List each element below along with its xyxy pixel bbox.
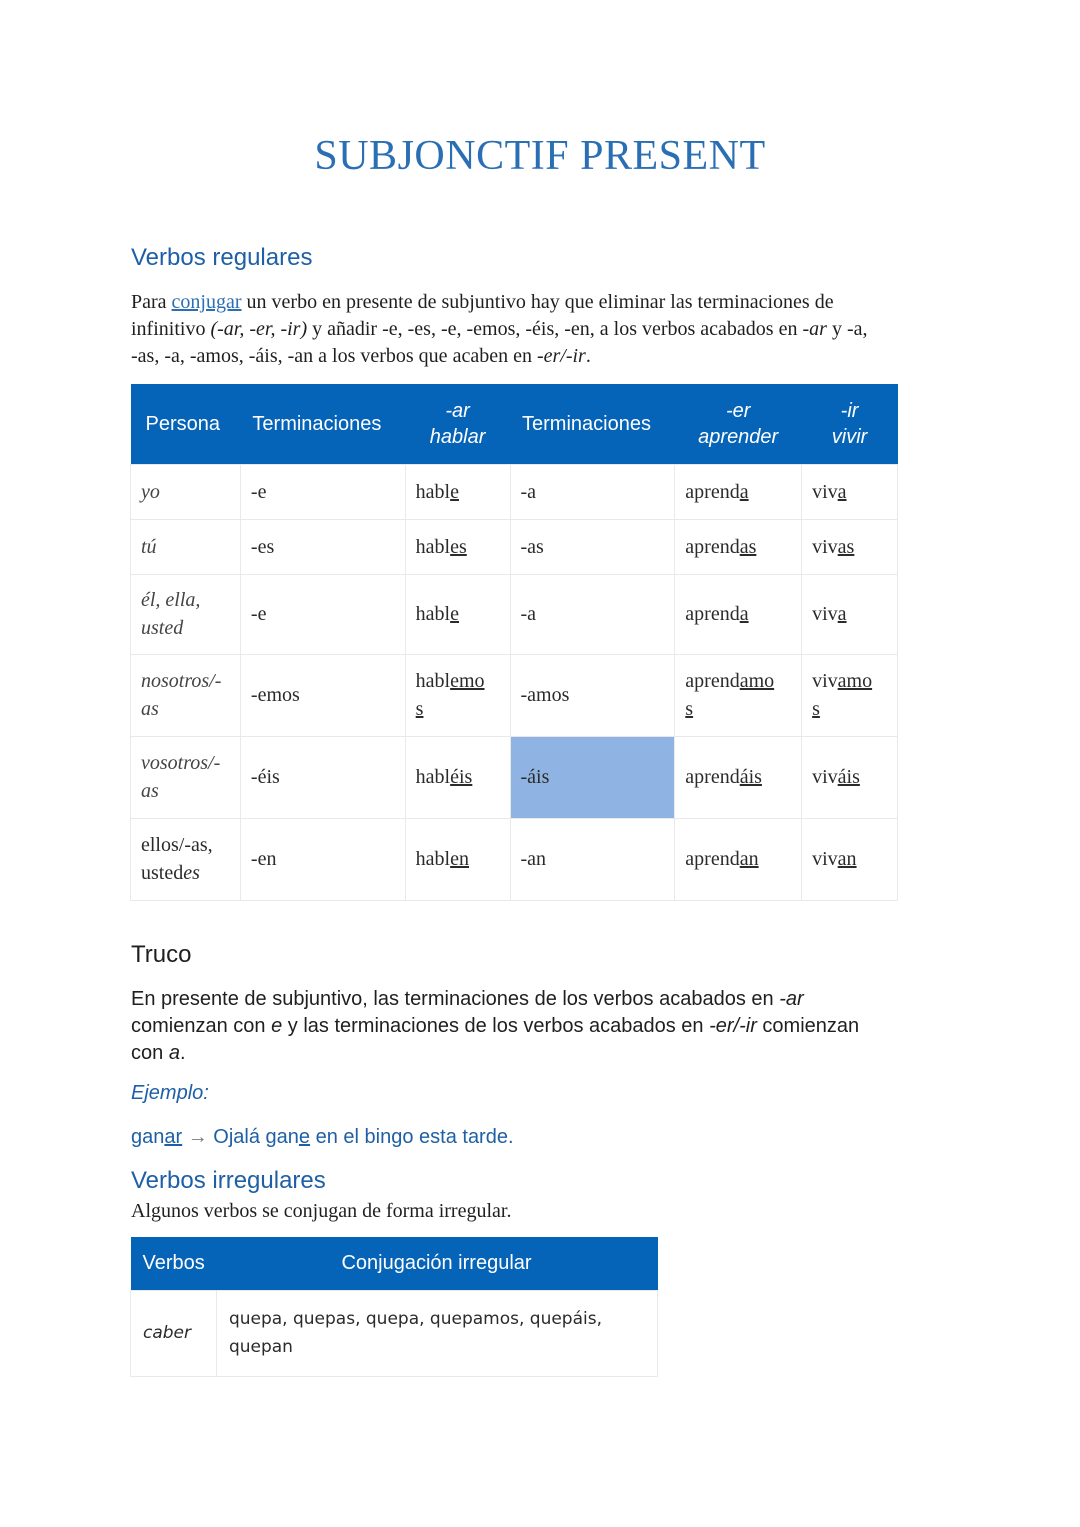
ending-ar-cell: -emos xyxy=(240,654,405,736)
ending-er-cell: -as xyxy=(510,519,675,574)
ending-ar-cell: -e xyxy=(240,574,405,654)
example-label: Ejemplo: xyxy=(131,1082,209,1104)
irregular-intro: Algunos verbos se conjugan de forma irregular. xyxy=(131,1200,512,1222)
section-heading-irregular: Verbos irregulares xyxy=(131,1167,326,1194)
ending-er-cell: -an xyxy=(510,818,675,900)
vivir-cell: viváis xyxy=(802,736,898,818)
vivir-cell: viva xyxy=(802,464,898,519)
ending-er-cell: -a xyxy=(510,464,675,519)
aprender-cell: aprenda xyxy=(675,574,802,654)
irregular-table xyxy=(130,1237,658,1377)
ending-ar-cell: -en xyxy=(240,818,405,900)
table-row xyxy=(131,654,898,736)
header-conjugacion: Conjugación irregular xyxy=(216,1237,657,1290)
hablar-cell: hablen xyxy=(405,818,510,900)
table-row xyxy=(131,736,898,818)
persona-cell: ellos/-as, ustedes xyxy=(131,818,241,900)
ending-er-cell: -a xyxy=(510,574,675,654)
aprender-cell: aprenda xyxy=(675,464,802,519)
header-verbos: Verbos xyxy=(131,1237,217,1290)
header-terminaciones-ar: Terminaciones xyxy=(240,384,405,464)
vivir-cell: vivan xyxy=(802,818,898,900)
section-heading-truco: Truco xyxy=(131,941,192,968)
verb-cell: caber xyxy=(131,1290,217,1376)
tip-text: En presente de subjuntivo, las terminaciones de los verbos acabados en -ar comienzan con e y las terminaciones de los verbos acabados en -er/-ir comienzan con a. xyxy=(131,988,860,1064)
regular-intro: Para conjugar un verbo en presente de subjuntivo hay que eliminar las terminaciones de infinitivo (-ar, -er, -ir) y añadir -e, -es, -e, -emos, -éis, -en, a los verbos acabados en -ar y -a, -as, -a, -amos, -áis, -an a los verbos que acaben en -er/-ir. xyxy=(131,291,868,367)
conjugation-table xyxy=(130,384,898,901)
table-row xyxy=(131,519,898,574)
hablar-cell: habléis xyxy=(405,736,510,818)
aprender-cell: aprendáis xyxy=(675,736,802,818)
header-persona: Persona xyxy=(131,384,241,464)
vivir-cell: vivamo s xyxy=(802,654,898,736)
ending-er-cell: -amos xyxy=(510,654,675,736)
ending-ar-cell: -éis xyxy=(240,736,405,818)
arrow-icon: → xyxy=(187,1126,208,1148)
aprender-cell: aprendas xyxy=(675,519,802,574)
ending-ar-cell: -es xyxy=(240,519,405,574)
table-row xyxy=(131,818,898,900)
example-sentence: ganar → Ojalá gane en el bingo esta tarde. xyxy=(131,1126,514,1148)
persona-cell: yo xyxy=(131,464,241,519)
table-row xyxy=(131,464,898,519)
conjugation-cell: quepa, quepas, quepa, quepamos, quepáis, quepan xyxy=(216,1290,657,1376)
table-header-row xyxy=(131,384,898,464)
header-er: -er aprender xyxy=(675,384,802,464)
persona-cell: nosotros/- as xyxy=(131,654,241,736)
persona-cell: tú xyxy=(131,519,241,574)
page-title: SUBJONCTIF PRESENT xyxy=(314,133,766,179)
persona-cell: él, ella, usted xyxy=(131,574,241,654)
hablar-cell: hable xyxy=(405,574,510,654)
irregular-header-row xyxy=(131,1237,658,1290)
header-ir: -ir vivir xyxy=(802,384,898,464)
conjugar-link[interactable]: conjugar xyxy=(171,291,242,313)
hablar-cell: hables xyxy=(405,519,510,574)
vivir-cell: vivas xyxy=(802,519,898,574)
persona-cell: vosotros/- as xyxy=(131,736,241,818)
aprender-cell: aprendan xyxy=(675,818,802,900)
header-ar: -ar hablar xyxy=(405,384,510,464)
ending-er-cell-highlighted: -áis xyxy=(510,736,675,818)
table-row xyxy=(131,574,898,654)
hablar-cell: hablemo s xyxy=(405,654,510,736)
hablar-cell: hable xyxy=(405,464,510,519)
aprender-cell: aprendamo s xyxy=(675,654,802,736)
ending-ar-cell: -e xyxy=(240,464,405,519)
header-terminaciones-er-ir: Terminaciones xyxy=(510,384,675,464)
section-heading-regular: Verbos regulares xyxy=(131,244,313,271)
vivir-cell: viva xyxy=(802,574,898,654)
table-row xyxy=(131,1290,658,1376)
